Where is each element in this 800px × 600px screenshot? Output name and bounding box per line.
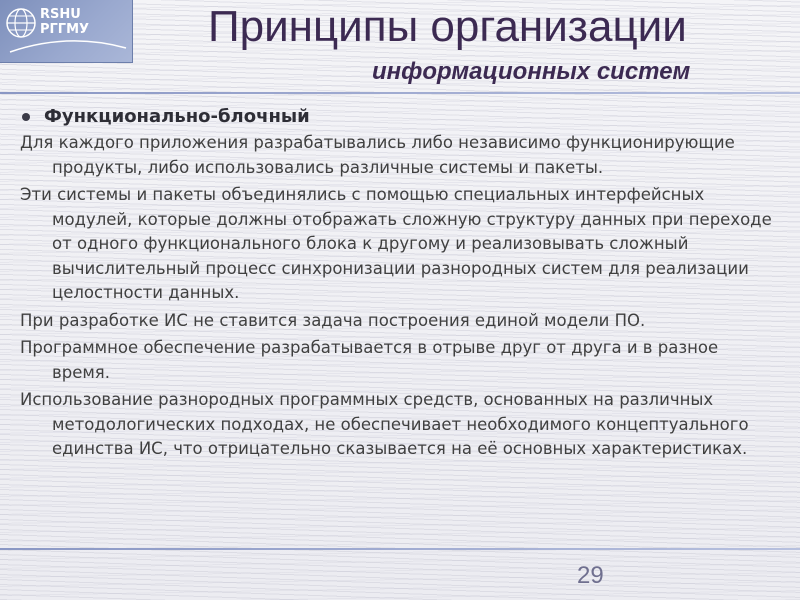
bullet-dot-icon [22, 113, 30, 121]
logo-line-latin: RSHU [40, 7, 81, 22]
bullet-heading: Функционально-блочный [44, 106, 310, 127]
paragraph: При разработке ИС не ставится задача построения единой модели ПО. [20, 310, 646, 330]
paragraph: Программное обеспечение разрабатывается в отрыве друг от друга и в разное время. [20, 338, 719, 382]
slide-title: Принципы организации [208, 2, 687, 51]
footer-divider [0, 548, 800, 550]
logo-text [40, 7, 89, 37]
slide-content [20, 106, 780, 465]
paragraph: Для каждого приложения разрабатывались либо независимо функционирующие продукты, либо использовались различные системы и пакеты. [20, 133, 735, 177]
globe-icon [4, 6, 38, 40]
logo-swoosh-icon [8, 38, 128, 58]
bullet-item [20, 106, 780, 127]
paragraph: Использование разнородных программных средств, основанных на различных методологических подходах, не обеспечивает необходимого концептуального единства ИС, что отрицательно сказывается на её основных характеристиках. [20, 390, 749, 458]
university-logo [0, 0, 133, 63]
header-divider [0, 92, 800, 94]
logo-line-cyrillic: РГГМУ [40, 22, 90, 37]
page-number: 29 [577, 562, 604, 589]
slide-subtitle: информационных систем [372, 58, 691, 85]
paragraph: Эти системы и пакеты объединялись с помощью специальных интерфейсных модулей, которые должны отображать сложную структуру данных при переходе от одного функционального блока к другому и реализовывать сложный вычислительный процесс синхронизации разнородных систем для реализации целостности данных. [20, 185, 772, 302]
